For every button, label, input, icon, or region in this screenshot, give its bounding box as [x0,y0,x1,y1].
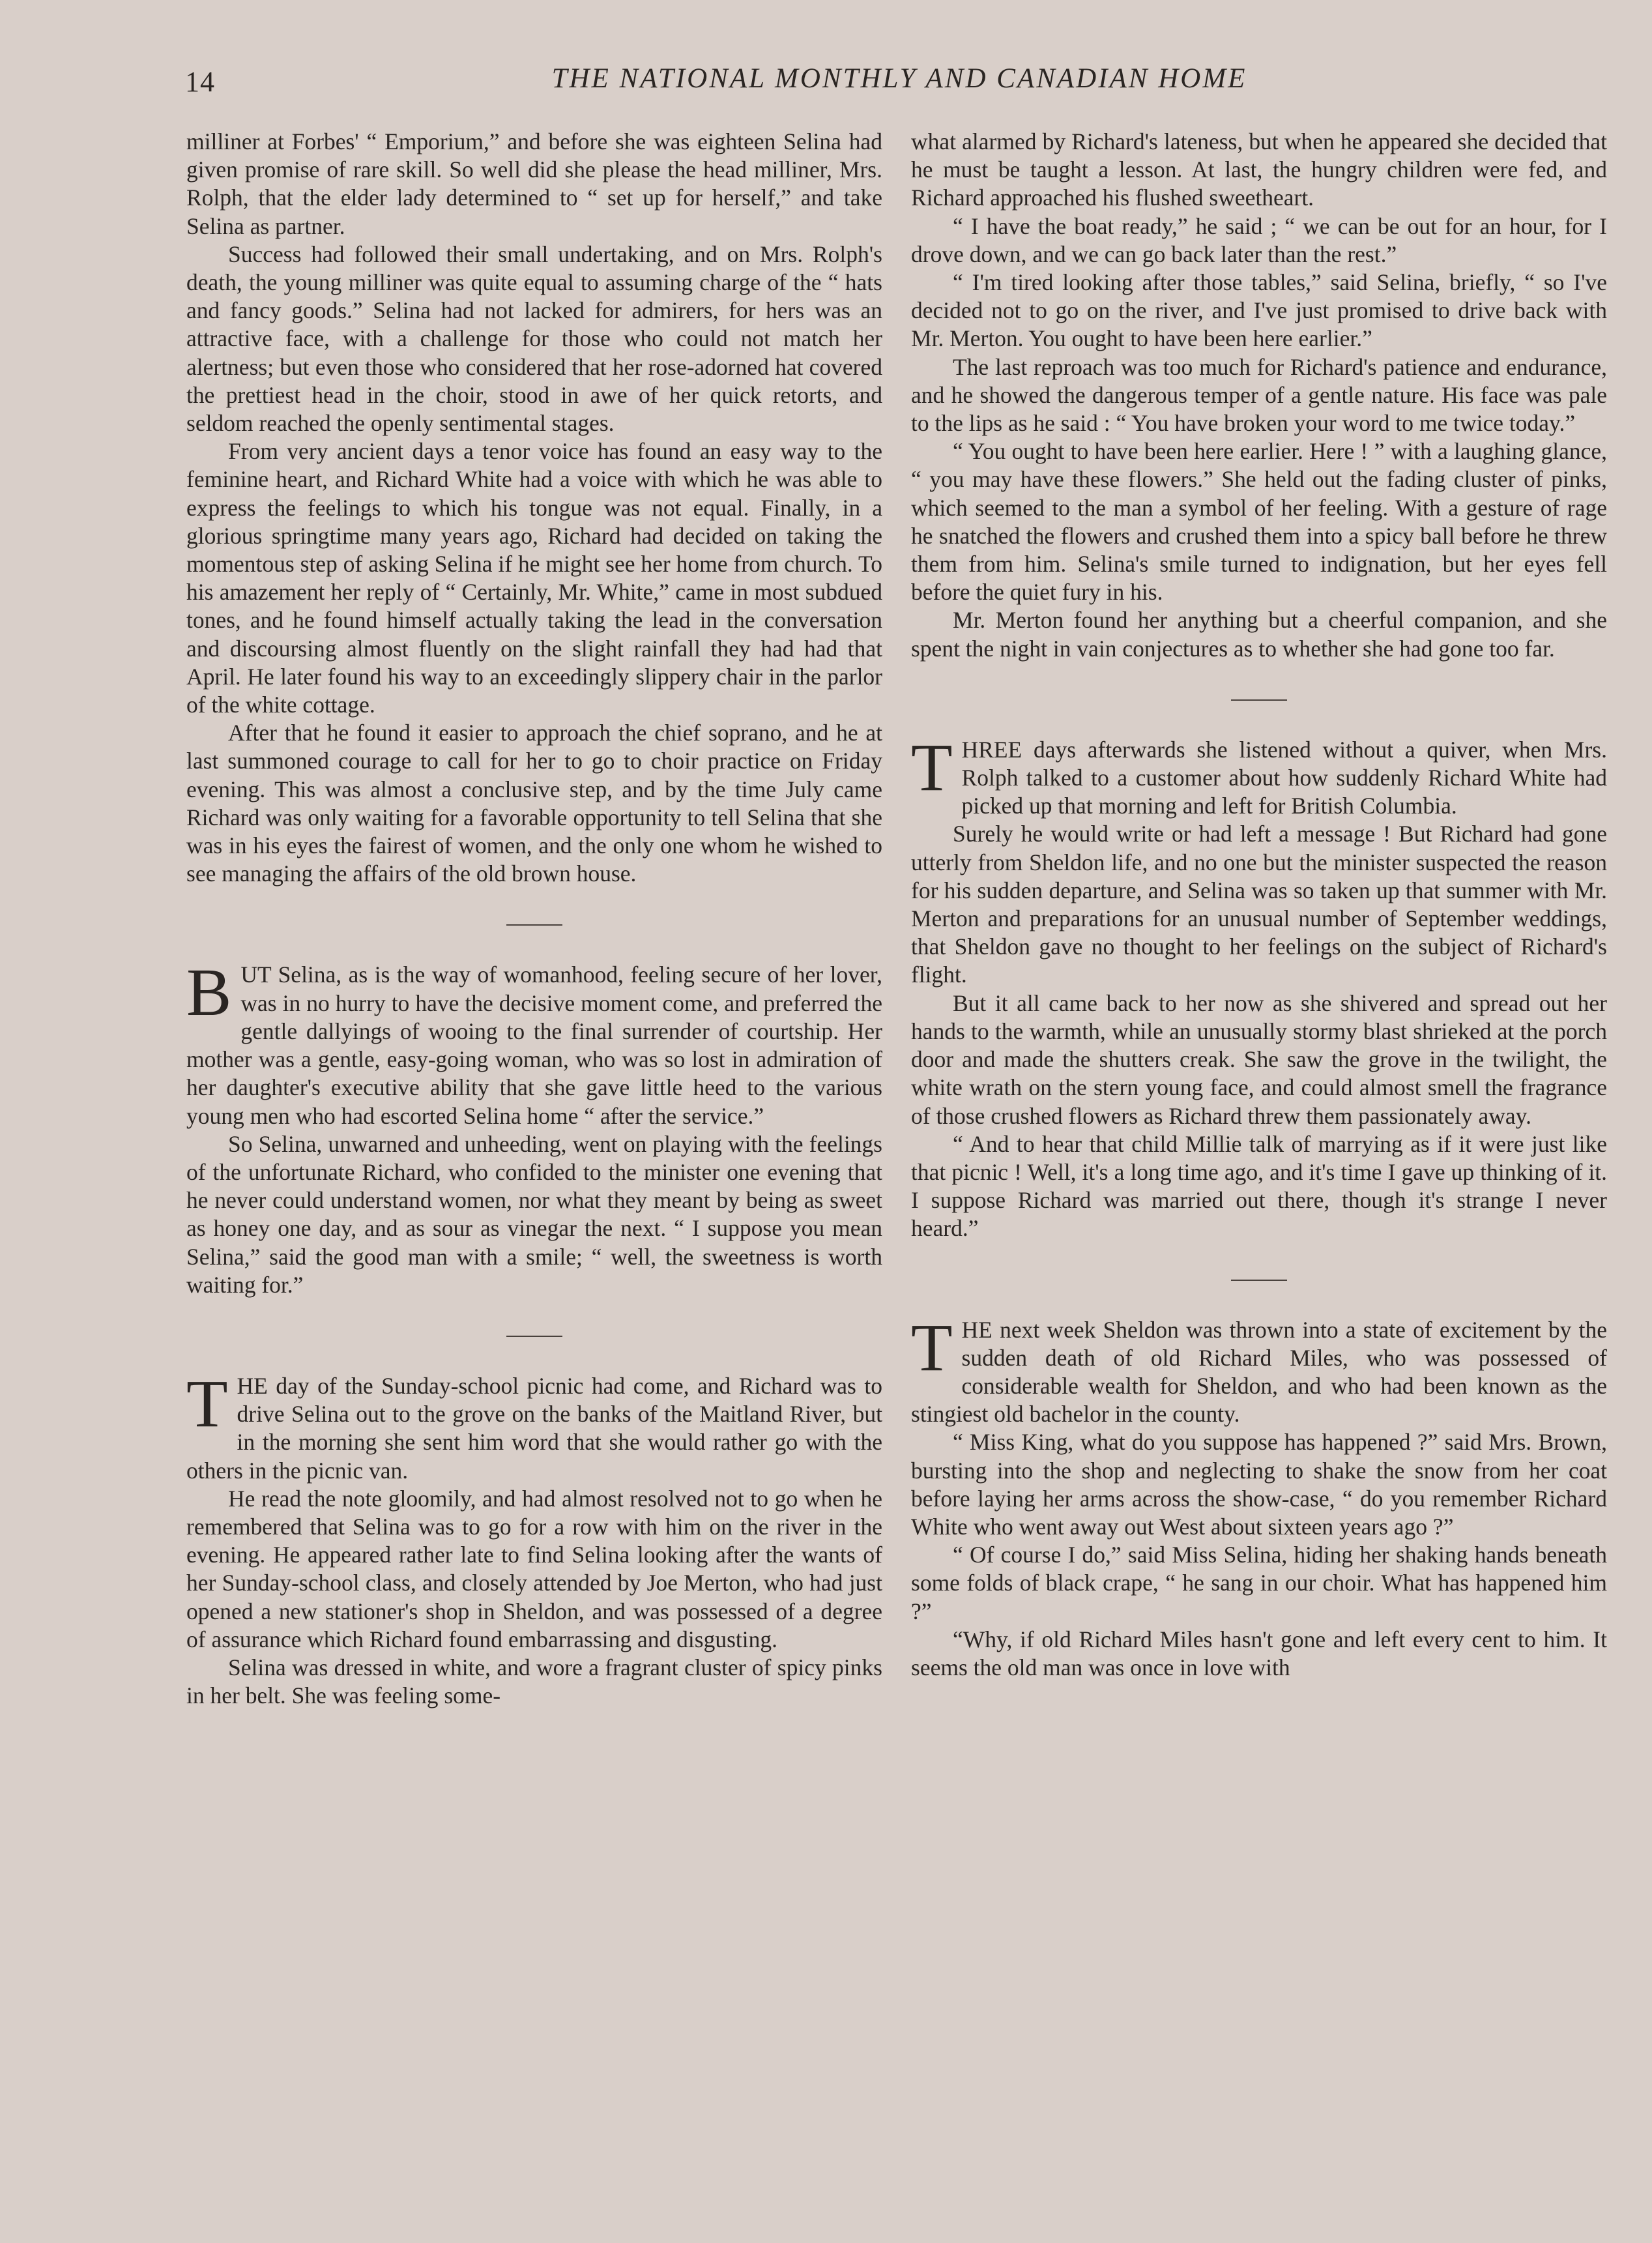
paragraph: He read the note gloomily, and had almost resolved not to go when he remembered that Selina was to go for a row with him on the river in the evening. He appeared rather late to find Selina looking after the wants of her Sunday-school class, and closely attended by Joe Merton, who had just opened a new stationer's shop in Sheldon, and was possessed of a degree of assurance which Richard found embarrassing and disgusting. [186,1485,882,1652]
section-opening-paragraph: BUT Selina, as is the way of womanhood, feeling secure of her lover, was in no hurry to have the decisive moment come, and preferred the gentle dallyings of wooing to the final surrender of courtship. Her mother was a gentle, easy-going woman, who was so lost in admiration of her daughter's executive ability that she gave little heed to the various young men who had escorted Selina home “ after the service.” [186,955,882,1129]
left-column [186,128,882,1710]
paragraph: Surely he would write or had left a message ! But Richard had gone utterly from Sheldon life, and no one but the minister suspected the reason for his sudden departure, and Selina was so taken up that summer with Mr. Merton and preparations for an unusual number of September weddings, that Sheldon gave no thought to her feelings on the subject of Richard's flight. [911,821,1607,988]
running-title: THE NATIONAL MONTHLY AND CANADIAN HOME [551,63,1247,94]
drop-cap: T [911,1310,953,1385]
paragraph: Mr. Merton found her anything but a cheerful companion, and she spent the night in vain conjectures as to whether she had gone too far. [911,607,1607,662]
paragraph: After that he found it easier to approach the chief soprano, and he at last summoned courage to call for her to go to choir practice on Friday evening. This was almost a conclusive step, and by the time July came Richard was only waiting for a favorable opportunity to tell Selina that she was in his eyes the fairest of women, and the only one whom he wished to see managing the affairs of the old brown house. [186,720,882,887]
page-number: 14 [185,66,215,98]
paragraph: From very ancient days a tenor voice has found an easy way to the feminine heart, and Richard White had a voice with which he was able to express the feelings to which his tongue was not equal. Finally, in a glorious springtime many years ago, Richard had decided on taking the momentous step of asking Selina if he might see her home from church. To his amazement her reply of “ Certainly, Mr. White,” came in most subdued tones, and he found himself actually taking the lead in the conversation and discoursing almost fluently on the slight rainfall they had had that April. He later found his way to an exceedingly slippery chair in the parlor of the white cottage. [186,438,882,718]
paragraph: what alarmed by Richard's lateness, but when he appeared she decided that he must be taught a lesson. At last, the hungry children were fed, and Richard approached his flushed sweetheart. [911,128,1607,211]
drop-cap: B [186,955,232,1031]
section-divider [1231,1280,1287,1281]
section-divider [506,1336,562,1337]
paragraph: “ You ought to have been here earlier. Here ! ” with a laughing glance, “ you may have these flowers.” She held out the fading cluster of pinks, which seemed to the man a symbol of her feeling. With a gesture of rage he snatched the flowers and crushed them into a spicy ball before he threw them from him. Selina's smile turned to indignation, but her eyes fell before the quiet fury in his. [911,438,1607,606]
paragraph: Selina was dressed in white, and wore a fragrant cluster of spicy pinks in her belt. She was feeling some- [186,1654,882,1709]
paragraph: milliner at Forbes' “ Emporium,” and before she was eighteen Selina had given promise of rare skill. So well did she please the head milliner, Mrs. Rolph, that the elder lady determined to “ set up for herself,” and take Selina as partner. [186,128,882,239]
paragraph: “ I'm tired looking after those tables,” said Selina, briefly, “ so I've decided not to go on the river, and I've just promised to drive back with Mr. Merton. You ought to have been here earlier.” [911,269,1607,352]
section-opening-paragraph: THREE days afterwards she listened without a quiver, when Mrs. Rolph talked to a customer about how suddenly Richard White had picked up that morning and left for British Columbia. [911,729,1607,819]
paragraph: The last reproach was too much for Richard's patience and endurance, and he showed the dangerous temper of a gentle nature. His face was pale to the lips as he said : “ You have broken your word to me twice today.” [911,353,1607,437]
paragraph: “ I have the boat ready,” he said ; “ we can be out for an hour, for I drove down, and we can go back later than the rest.” [911,213,1607,267]
section-divider [506,924,562,926]
paragraph: But it all came back to her now as she shivered and spread out her hands to the warmth, while an unusually stormy blast shrieked at the porch door and made the shutters creak. She saw the grove in the twilight, the white wrath on the stern young face, and could almost smell the fragrance of those crushed flowers as Richard threw them passionately away. [911,990,1607,1129]
drop-cap: T [911,729,953,805]
section-opening-paragraph: THE day of the Sunday-school picnic had come, and Richard was to drive Selina out to the grove on the banks of the Maitland River, but in the morning she sent him word that she would rather go with the others in the picnic van. [186,1366,882,1484]
paragraph: “ And to hear that child Millie talk of marrying as if it were just like that picnic ! Well, it's a long time ago, and it's time I gave up thinking of it. I suppose Richard was married out there, though it's strange I never heard.” [911,1130,1607,1242]
drop-cap: T [186,1366,228,1441]
right-column [911,128,1607,1682]
paragraph: “Why, if old Richard Miles hasn't gone and left every cent to him. It seems the old man was once in love with [911,1626,1607,1680]
section-opening-paragraph: THE next week Sheldon was thrown into a state of excitement by the sudden death of old Richard Miles, who was possessed of considerable wealth for Sheldon, and who had been known as the stingiest old bachelor in the county. [911,1310,1607,1428]
section-divider [1231,699,1287,701]
paragraph: So Selina, unwarned and unheeding, went on playing with the feelings of the unfortunate Richard, who confided to the minister one evening that he never could understand women, nor what they meant by being as sweet as honey one day, and as sour as vinegar the next. “ I suppose you mean Selina,” said the good man with a smile; “ well, the sweetness is worth waiting for.” [186,1130,882,1298]
paragraph: “ Miss King, what do you suppose has happened ?” said Mrs. Brown, bursting into the shop and neglecting to shake the snow from her coat before laying her arms across the show-case, “ do you remember Richard White who went away out West about sixteen years ago ?” [911,1429,1607,1540]
paragraph: “ Of course I do,” said Miss Selina, hiding her shaking hands beneath some folds of black crape, “ he sang in our choir. What has happened him ?” [911,1542,1607,1624]
paragraph: Success had followed their small undertaking, and on Mrs. Rolph's death, the young milliner was quite equal to assuming charge of the “ hats and fancy goods.” Selina had not lacked for admirers, for hers was an attractive face, with a challenge for those who could not match her alertness; but even those who considered that her rose-adorned hat covered the prettiest head in the choir, stood in awe of her quick retorts, and seldom reached the openly sentimental stages. [186,241,882,437]
